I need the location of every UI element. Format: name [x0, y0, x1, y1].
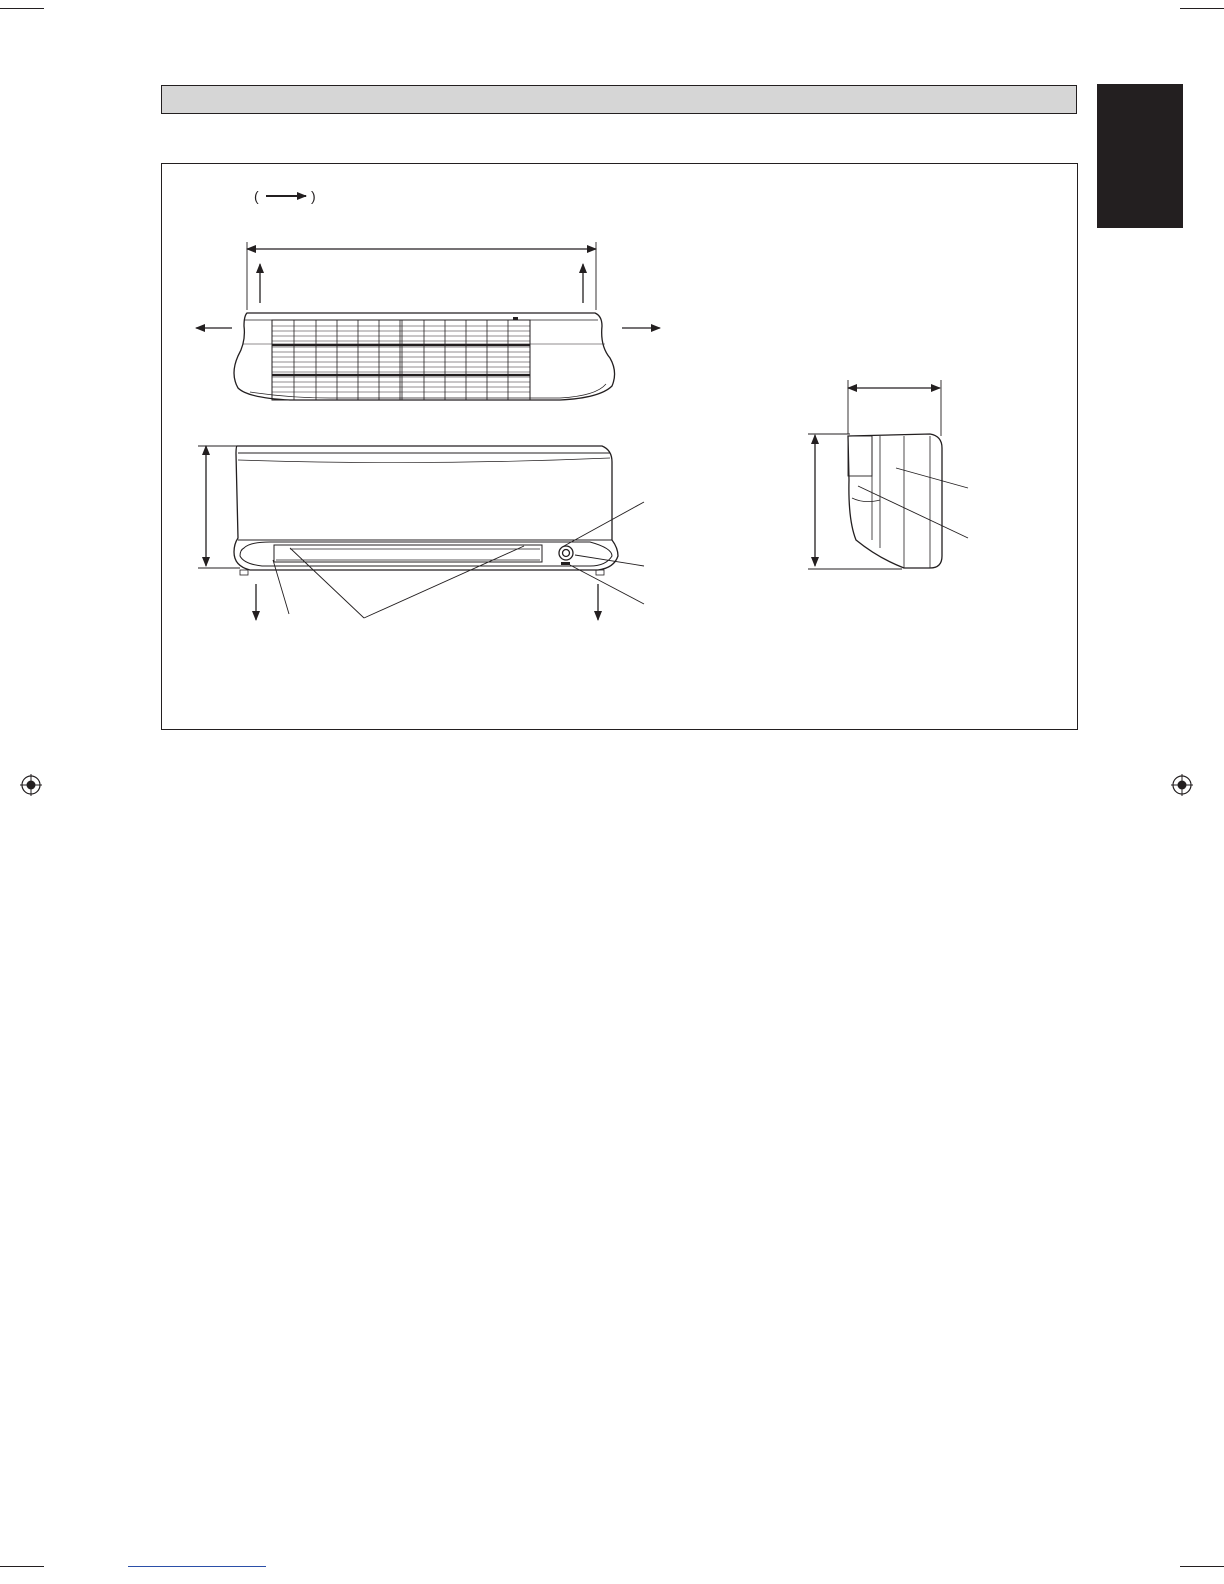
louver-panel [274, 545, 542, 562]
legend-open-paren: ( [254, 188, 259, 204]
airflow-legend [254, 188, 316, 204]
leader-left-louver [273, 560, 289, 614]
leader-front-panel [896, 468, 968, 488]
grille-columns [294, 320, 508, 400]
leader-lamp [575, 555, 644, 566]
top-grille [272, 320, 530, 400]
leader-louver-a [290, 548, 364, 618]
front-view [198, 446, 644, 620]
side-view [808, 380, 968, 569]
footer-rule [128, 1566, 266, 1567]
leader-receiver [570, 565, 644, 604]
grille-slats [272, 326, 530, 392]
leader-top [564, 502, 644, 546]
leader-louver-b [364, 546, 524, 618]
registration-mark-right-icon [1171, 774, 1193, 796]
legend-close-paren: ) [311, 188, 316, 204]
top-view [196, 242, 660, 400]
indicator-lamp [559, 546, 573, 560]
front-view-body [234, 446, 618, 570]
leader-side-panel [858, 486, 968, 538]
registration-mark-left-icon [20, 774, 42, 796]
